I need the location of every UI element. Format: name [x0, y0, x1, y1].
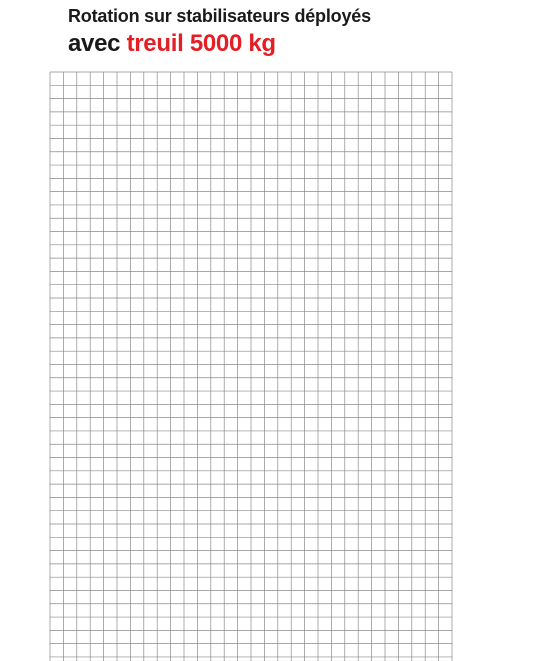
title-prefix: avec	[68, 30, 121, 57]
title-accent: treuil 5000 kg	[126, 30, 276, 57]
chart-title-line1: Rotation sur stabilisateurs déployés	[68, 6, 371, 26]
chart-grid	[50, 72, 452, 661]
